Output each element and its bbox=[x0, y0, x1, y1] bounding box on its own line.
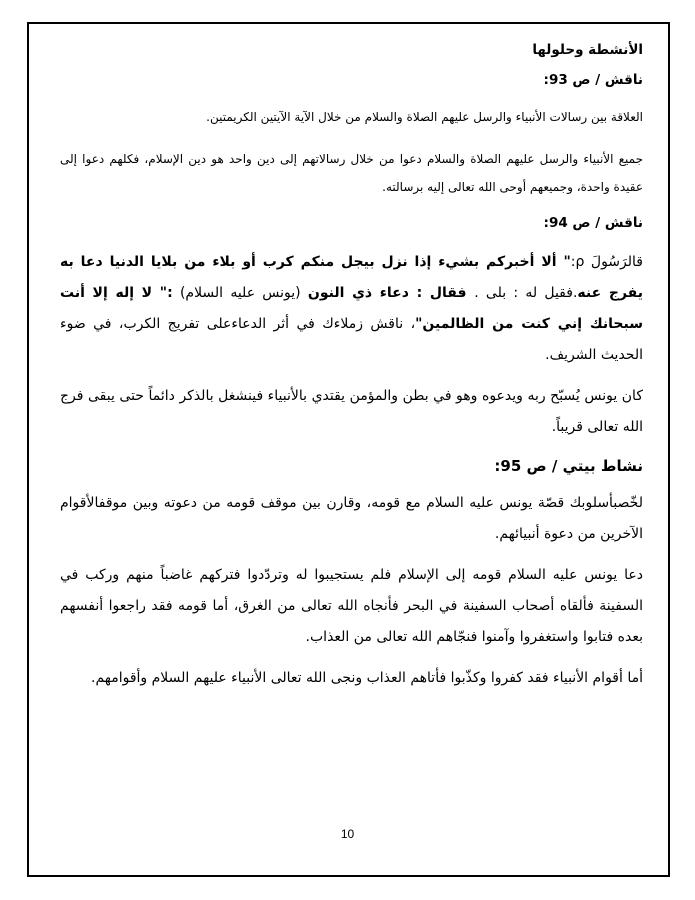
section-93-question: العلاقة بين رسالات الأنبياء والرسل عليهم الصلاة والسلام من خلال الآية الآيتين الكريمتين. bbox=[206, 110, 643, 125]
section-94-question bbox=[60, 247, 643, 371]
discuss-93-heading: ناقش / ص 93: bbox=[543, 71, 643, 88]
q-hadith-part2: فقال : دعاء ذي النون bbox=[307, 284, 475, 301]
q-end: ، ناقش زملاءك في أثر الدعاءعلى تفريج الكرب، في ضوء الحديث الشريف. bbox=[60, 315, 643, 363]
q-hadith-part1: " ألا أخبركم بشيء إذا نزل بيجل منكم كرب أو بلاء من بلايا الدنيا دعا به يفرج عنه bbox=[60, 253, 644, 301]
activities-heading: الأنشطة وحلولها bbox=[532, 42, 643, 58]
q-mid: .فقيل له : بلى . bbox=[474, 284, 578, 301]
section-93-answer: جميع الأنبياء والرسل عليهم الصلاة والسلام دعوا من خلال رسالاتهم إلى دين واحد هو دين الإسلام، فكلهم دعوا إلى عقيدة واحدة، وجميعهم أوحى الله تعالى إليه برسالته. bbox=[60, 152, 643, 195]
section-95-answer-2: أما أقوام الأنبياء فقد كفروا وكذّبوا فأتاهم العذاب ونجى الله تعالى الأنبياء عليهم السلام وأقوامهم. bbox=[91, 670, 643, 687]
page-content bbox=[60, 40, 643, 694]
homework-95-heading: نشاط بيتي / ص 95: bbox=[494, 456, 643, 475]
section-95-question: لخّصبأسلوبك قصّة يونس عليه السلام مع قومه، وقارن بين موقف قومه من دعوته وبين موقفالأقوام الآخرين من دعوة أنبيائهم. bbox=[60, 495, 643, 543]
q-hadith-part3: :" لا إله إلا أنت سبحانك إني كنت من الظالمين" bbox=[60, 284, 643, 332]
q-parenthetical: (يونس عليه السلام) bbox=[172, 284, 308, 301]
section-95-answer-1: دعا يونس عليه السلام قومه إلى الإسلام فلم يستجيبوا له وتردّدوا فتركهم غاضباً منهم وركب في السفينة فألقاه أصحاب السفينة في البحر فأنجاه الله تعالى من الغرق، أما قومه فقد راجعوا أنفسهم بعده فتابوا واستغفروا وآمنوا فنجّاهم الله تعالى من العذاب. bbox=[60, 567, 643, 646]
q-intro: قالرَسُولَ ρ: bbox=[570, 253, 643, 270]
discuss-94-heading: ناقش / ص 94: bbox=[543, 215, 643, 232]
page-number: 10 bbox=[340, 827, 355, 841]
section-94-answer: كان يونس يُسبّح ربه ويدعوه وهو في بطن والمؤمن يقتدي بالأنبياء فينشغل بالذكر دائماً حتى يبقى فرج الله تعالى قريباً. bbox=[60, 387, 643, 435]
